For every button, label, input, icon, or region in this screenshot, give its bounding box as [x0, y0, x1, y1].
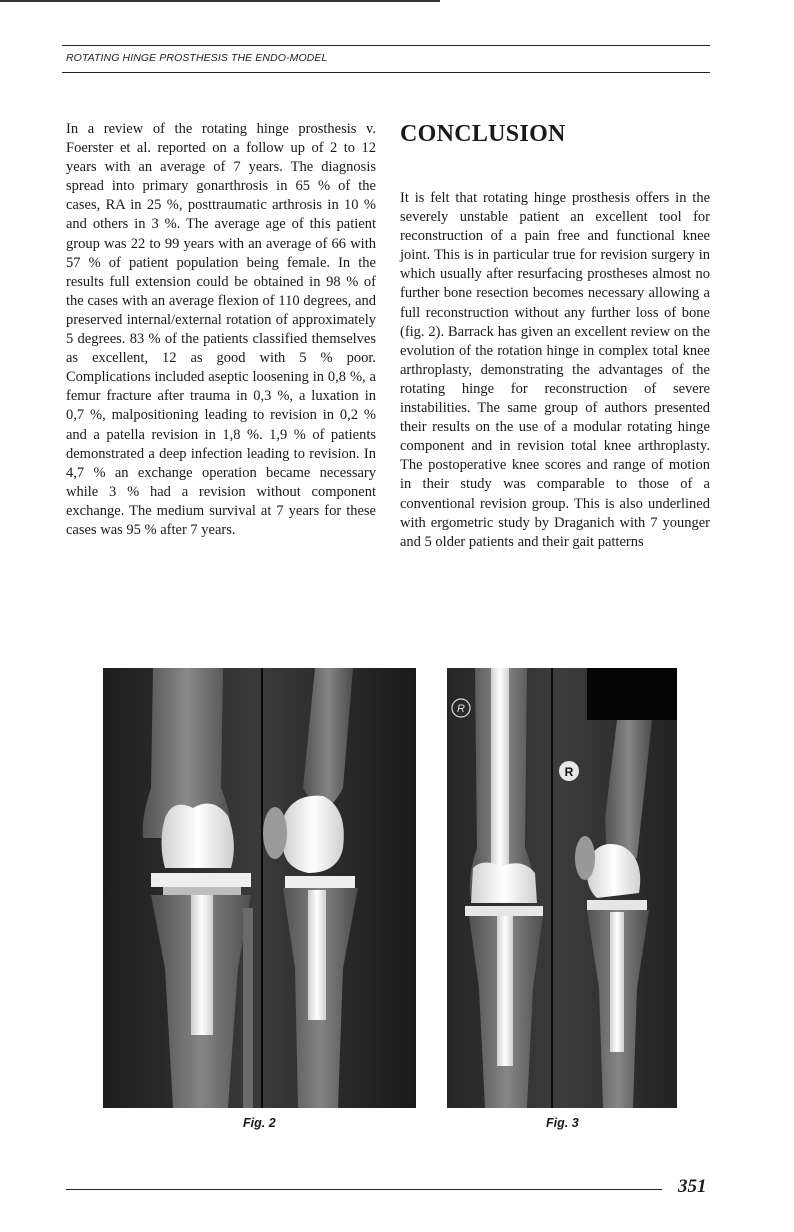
figure-3-caption: Fig. 3: [546, 1116, 579, 1130]
figure-3-radiograph: [447, 668, 677, 1108]
side-marker-right-text: R: [564, 765, 574, 779]
running-title: ROTATING HINGE PROSTHESIS THE ENDO-MODEL: [66, 52, 328, 64]
figure-2-image: [103, 668, 416, 1108]
scan-edge-line: [0, 0, 440, 2]
right-column: [400, 120, 710, 552]
body-paragraph-right: It is felt that rotating hinge prosthesis offers in the severely unstable patient an excellent tool for reconstruction of a pain free and functional knee joint. This is in particular true for revision surgery in which usually after resurfacing prostheses almost no further bone resection becomes necessary allowing a full reconstruction without any further loss of bone (fig. 2). Barrack has given an excellent review on the evolution of the rotation hinge in complex total knee arthroplasty, demonstrating the advantages of the rotating hinge for reconstruction of severe instabilities. The same group of authors presented their results on the use of a modular rotating hinge component and in revision total knee arthroplasty. The postoperative knee scores and range of motion in their study was comparable to those of a conventional revision group. This is also underlined with ergometric study by Draganich with 7 younger and 5 older patients and their gait patterns: [400, 190, 710, 550]
body-paragraph-left: In a review of the rotating hinge prosthesis v. Foerster et al. reported on a follow up of 2 to 12 years with an average of 7 years. The diagnosis spread into primary gonarthrosis in 65 % of the cases, RA in 25 %, posttraumatic arthrosis in 10 % and others in 3 %. The average age of this patient group was 22 to 99 years with an average of 66 with 57 % of patient population being female. In the results full extension could be obtained in 98 % of the cases with an average flexion of 110 degrees, and preserved internal/external rotation of approximately 5 degrees. 83 % of the patients classified themselves as excellent, 12 as good with 5 % poor. Complications included aseptic loosening in 0,8 %, a femur fracture after trauma in 0,3 %, a luxation in 0,7 %, malpositioning leading to revision in 0,2 % and a patella revision in 1,8 %. 1,9 % of patients demonstrated a deep infection leading to revision. In 4,7 % an exchange operation became necessary while 3 % had a revision without component exchange. The medium survival at 7 years for these cases was 95 % after 7 years.: [66, 121, 376, 538]
footer-rule: [66, 1189, 662, 1190]
figure-2-caption: Fig. 2: [243, 1116, 276, 1130]
figure-3-image: [447, 668, 677, 1108]
figure-2-radiograph: [103, 668, 416, 1108]
section-heading-conclusion: CONCLUSION: [400, 121, 566, 147]
header-rule-bottom: [62, 72, 710, 73]
page-number: 351: [678, 1176, 707, 1197]
header-rule-top: [62, 45, 710, 46]
left-column: [66, 120, 376, 540]
side-marker-left-text: R: [457, 703, 465, 715]
